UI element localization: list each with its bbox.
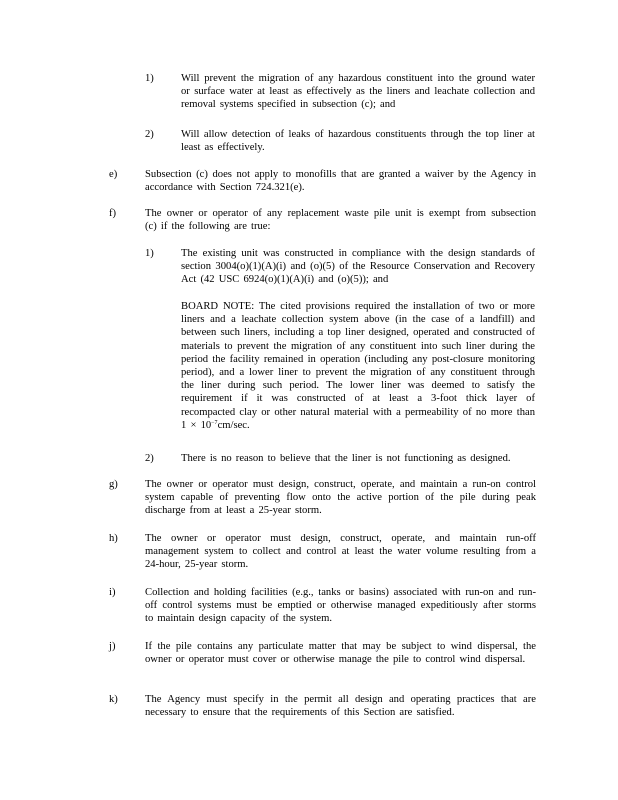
item-text: The owner or operator must design, construct, operate, and maintain run-off management system to collect and control at least the water volume resulting from a 24-hour, 25-year storm. [145,533,536,571]
board-note-text [181,300,535,432]
item-label: k) [109,694,118,705]
item-label: 1) [145,248,154,259]
item-text: There is no reason to believe that the liner is not functioning as designed. [181,453,511,464]
item-label: 1) [145,73,154,84]
item-text: The Agency must specify in the permit all design and operating practices that are necessary to ensure that the requirements of this Section are satisfied. [145,694,536,719]
item-text: Subsection (c) does not apply to monofills that are granted a waiver by the Agency in accordance with Section 724.321(e). [145,169,536,194]
item-label: e) [109,169,118,180]
item-text: Collection and holding facilities (e.g., tanks or basins) associated with run-on and run-off control systems must be emptied or otherwise managed expeditiously after storms to maintain design capacity of the system. [145,587,536,625]
item-label: i) [109,587,116,598]
item-label: f) [109,208,117,219]
item-text: Will allow detection of leaks of hazardous constituents through the top liner at least as effectively. [181,129,535,154]
item-label: j) [109,641,116,652]
item-label: 2) [145,453,154,464]
item-text: The owner or operator of any replacement waste pile unit is exempt from subsection (c) if the following are true: [145,208,536,233]
item-text: The existing unit was constructed in compliance with the design standards of section 3004(o)(1)(A)(i) and (o)(5) of the Resource Conservation and Recovery Act (42 USC 6924(o)(1)(A)(i) and (o)(5)); and [181,248,535,286]
board-note-unit: cm/sec. [217,419,250,431]
item-label: g) [109,479,118,490]
board-note-body: BOARD NOTE: The cited provisions required the installation of two or more liners and a leachate collection system above (in the case of a landfill) and between such liners, including a top liner designed, operated and constructed of materials to prevent the migration of any constituent into such liner during the period the facility remained in operation (including any post-closure monitoring period), and a lower liner to prevent the migration of any constituent through the liner during such period. The lower liner was deemed to satisfy the requirement if it was constructed of at least a 3-foot thick layer of recompacted clay or other natural material with a permeability of no more than 1 × 10 [181,301,535,431]
item-label: h) [109,533,118,544]
item-label: 2) [145,129,154,140]
board-note-exponent: −7 [211,419,218,426]
item-text: The owner or operator must design, construct, operate, and maintain a run-on control system capable of preventing flow onto the active portion of the pile during peak discharge from at least a 25-year storm. [145,479,536,517]
item-text: Will prevent the migration of any hazardous constituent into the ground water or surface water at least as effectively as the liners and leachate collection and removal systems specified in subsection (c); and [181,73,535,111]
item-text: If the pile contains any particulate matter that may be subject to wind dispersal, the owner or operator must cover or otherwise manage the pile to control wind dispersal. [145,641,536,666]
